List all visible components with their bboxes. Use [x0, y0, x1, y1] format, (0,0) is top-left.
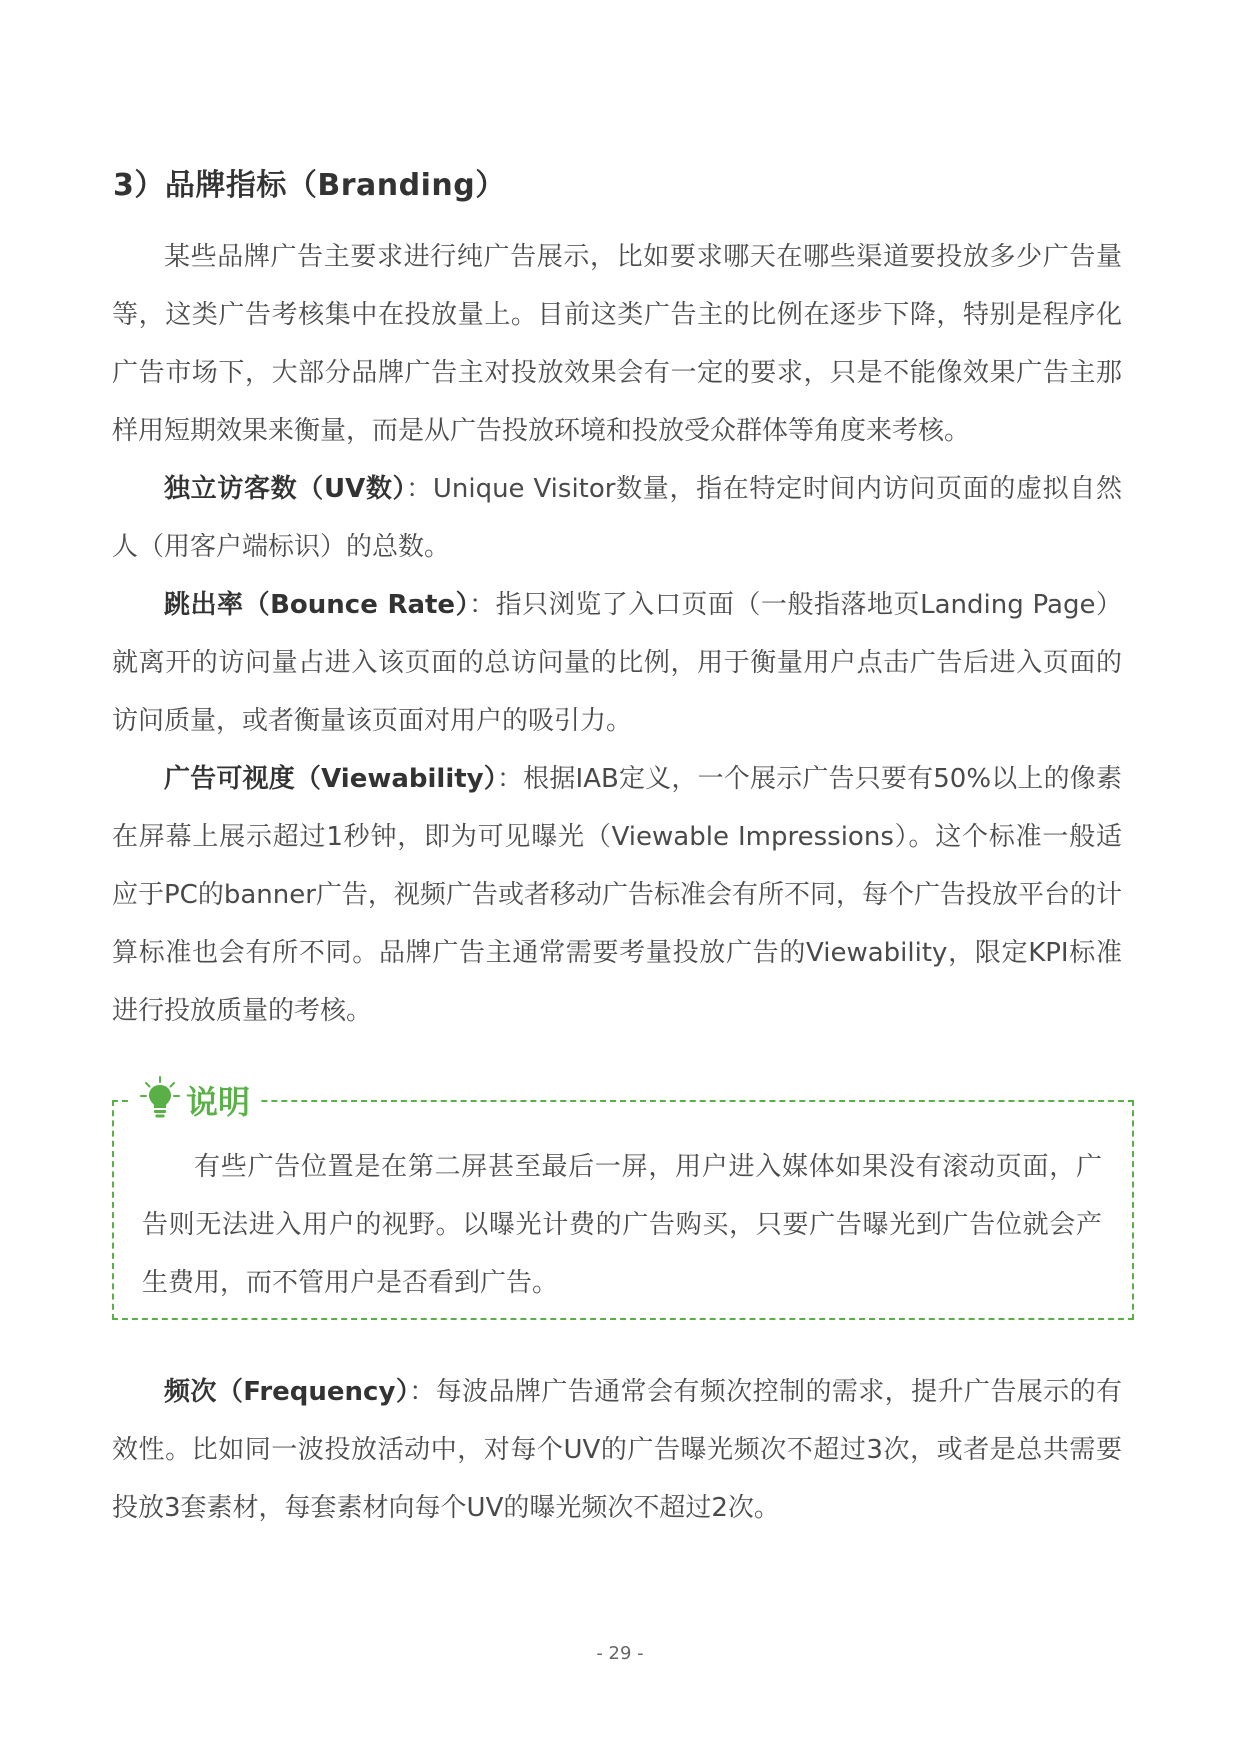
- frequency-term: 频次（Frequency）: [164, 1377, 410, 1407]
- bounce-rate-term: 跳出率（Bounce Rate）: [164, 590, 470, 620]
- viewability-paragraph: [112, 750, 1122, 1040]
- intro-text: 某些品牌广告主要求进行纯广告展示，比如要求哪天在哪些渠道要投放多少广告量等，这类广告考核集中在投放量上。目前这类广告主的比例在逐步下降，特别是程序化广告市场下，大部分品牌广告主对投放效果会有一定的要求，只是不能像效果广告主那样用短期效果来衡量，而是从广告投放环境和投放受众群体等角度来考核。: [112, 242, 1122, 446]
- frequency-paragraph: [112, 1363, 1122, 1537]
- note-title: 说明: [186, 1083, 251, 1121]
- bounce-rate-paragraph: [112, 576, 1122, 750]
- lightbulb-icon: [140, 1076, 186, 1124]
- viewability-text: ：根据IAB定义，一个展示广告只要有50%以上的像素在屏幕上展示超过1秒钟，即为可见曝光（Viewable Impressions）。这个标准一般适应于PC的banner广告，视频广告或者移动广告标准会有所不同，每个广告投放平台的计算标准也会有所不同。品牌广告主通常需要考量投放广告的Viewability，限定KPI标准进行投放质量的考核。: [112, 764, 1122, 1026]
- uv-text: ：Unique Visitor数量，指在特定时间内访问页面的虚拟自然人（用客户端标识）的总数。: [112, 474, 1122, 562]
- uv-paragraph: [112, 460, 1122, 576]
- main-content: [112, 228, 1122, 1040]
- frequency-text: ：每波品牌广告通常会有频次控制的需求，提升广告展示的有效性。比如同一波投放活动中，对每个UV的广告曝光频次不超过3次，或者是总共需要投放3套素材，每套素材向每个UV的曝光频次不超过2次。: [112, 1377, 1122, 1523]
- viewability-term: 广告可视度（Viewability）: [164, 764, 497, 794]
- frequency-section: [112, 1363, 1122, 1537]
- note-header: [132, 1076, 258, 1124]
- note-body: 有些广告位置是在第二屏甚至最后一屏，用户进入媒体如果没有滚动页面，广告则无法进入用户的视野。以曝光计费的广告购买，只要广告曝光到广告位就会产生费用，而不管用户是否看到广告。: [142, 1152, 1102, 1298]
- page-number: - 29 -: [596, 1643, 644, 1664]
- intro-paragraph: [112, 228, 1122, 460]
- section-title: 3）品牌指标（Branding）: [113, 168, 506, 203]
- uv-term: 独立访客数（UV数）: [164, 474, 407, 504]
- bounce-rate-text: ：指只浏览了入口页面（一般指落地页Landing Page）就离开的访问量占进入该页面的总访问量的比例，用于衡量用户点击广告后进入页面的访问质量，或者衡量该页面对用户的吸引力。: [112, 590, 1122, 736]
- note-box: [112, 1083, 1134, 1320]
